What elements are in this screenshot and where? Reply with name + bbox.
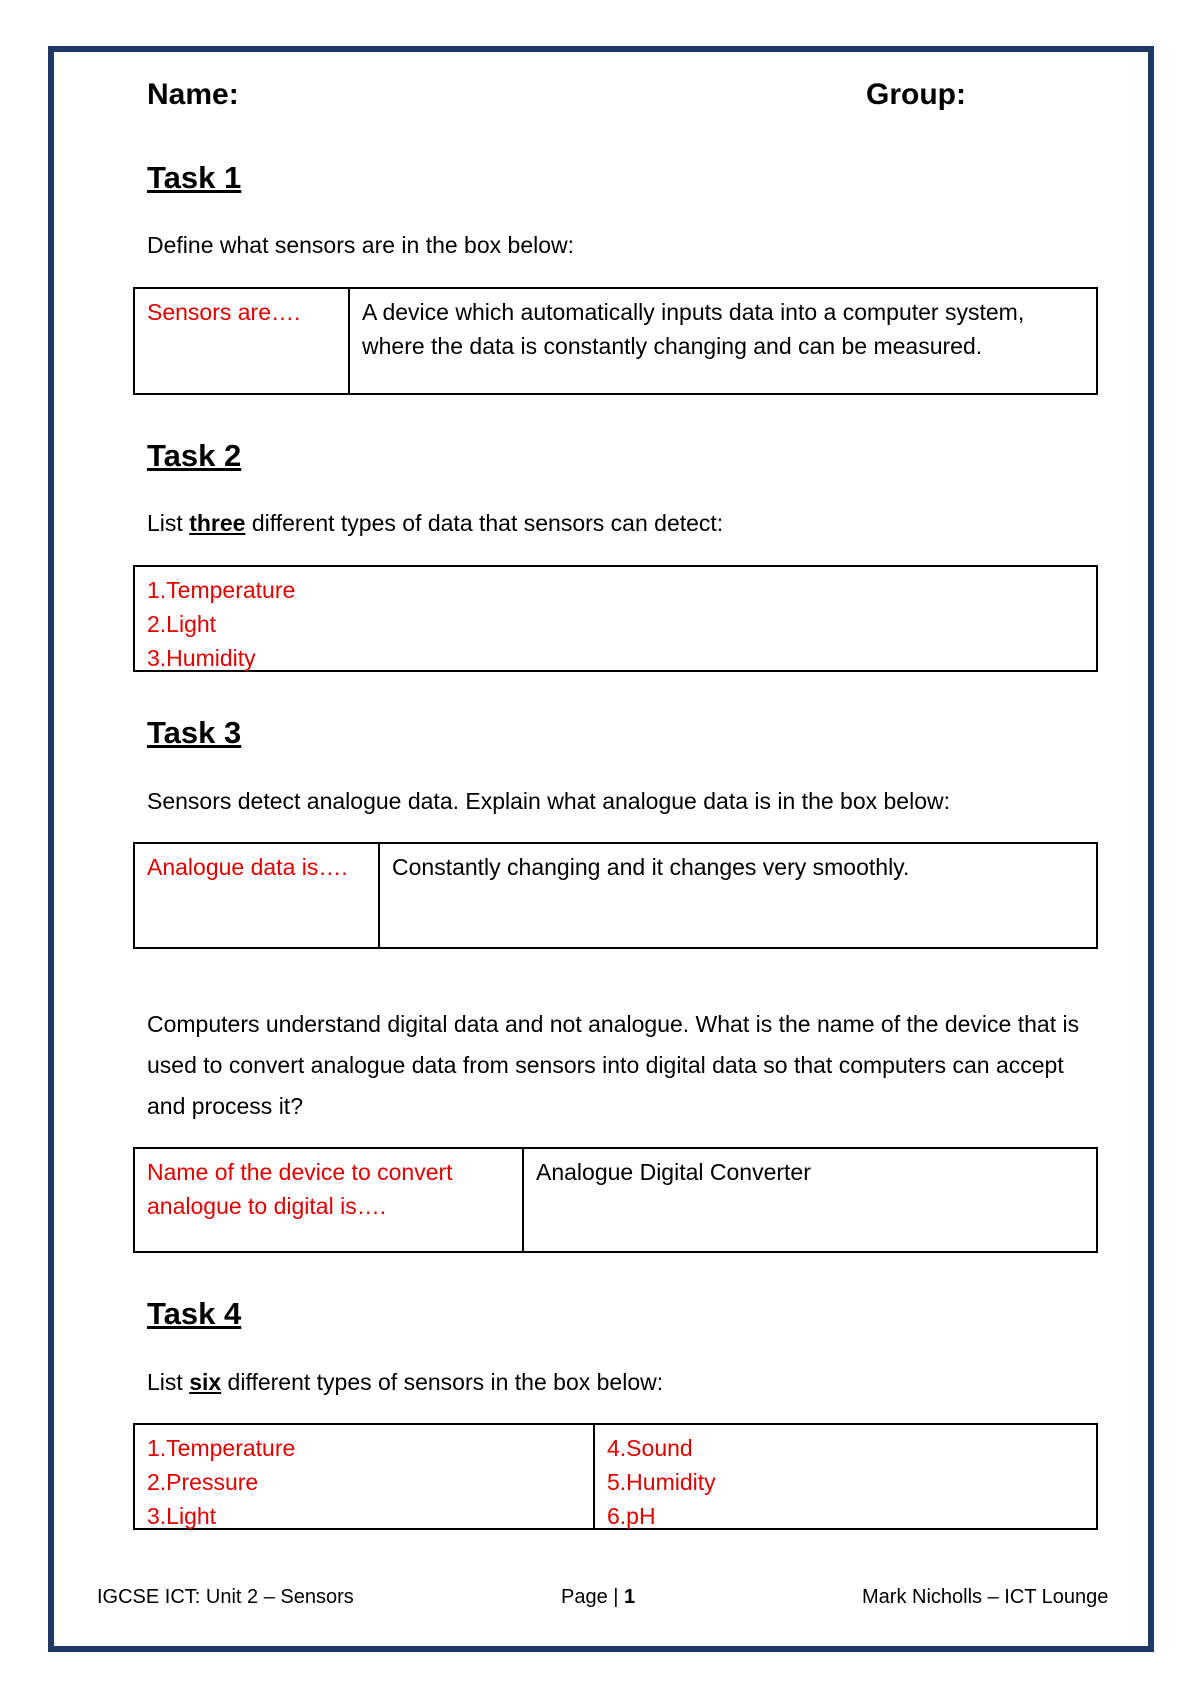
- footer-page: Page | 1: [561, 1586, 636, 1608]
- list-item: 1.Temperature: [147, 577, 296, 603]
- task4-emphasis: six: [189, 1369, 222, 1395]
- task2-prompt: List three different types of data that sensors can detect:: [147, 510, 724, 536]
- list-item: 4.Sound: [607, 1435, 693, 1461]
- name-label: Name:: [147, 78, 239, 111]
- list-item: 3.Humidity: [147, 645, 256, 671]
- task2-list: [135, 567, 1096, 670]
- task4-answer-box: [133, 1423, 1098, 1530]
- task4-right-list: [593, 1425, 1096, 1528]
- group-label: Group:: [866, 78, 966, 111]
- task2-emphasis: three: [189, 510, 246, 536]
- list-item: 6.pH: [607, 1503, 656, 1529]
- task3-answer: Constantly changing and it changes very smoothly.: [378, 844, 1096, 947]
- list-item: 1.Temperature: [147, 1435, 296, 1461]
- footer-author: Mark Nicholls – ICT Lounge: [862, 1586, 1109, 1608]
- task4-left-list: [135, 1425, 593, 1528]
- page-number: 1: [624, 1586, 636, 1608]
- task4-title: Task 4: [147, 1296, 242, 1331]
- task4-prompt: List six different types of sensors in the box below:: [147, 1369, 664, 1395]
- task3-answer-box: [133, 842, 1098, 949]
- device-label: Name of the device to convert analogue to digital is….: [147, 1159, 453, 1219]
- task2-answer-box: [133, 565, 1098, 672]
- list-item: 3.Light: [147, 1503, 217, 1529]
- task3-label: Analogue data is….: [147, 854, 348, 880]
- task3-title: Task 3: [147, 715, 242, 750]
- task1-answer: A device which automatically inputs data into a computer system, where the data is constantly changing and can be measured.: [348, 289, 1096, 393]
- task1-label: Sensors are….: [147, 299, 301, 325]
- device-answer-box: [133, 1147, 1098, 1253]
- device-answer: Analogue Digital Converter: [522, 1149, 1096, 1251]
- list-item: 2.Light: [147, 611, 217, 637]
- task3-prompt: Sensors detect analogue data. Explain what analogue data is in the box below:: [147, 788, 951, 814]
- list-item: 5.Humidity: [607, 1469, 716, 1495]
- task2-title: Task 2: [147, 438, 242, 473]
- task3-question: Computers understand digital data and not analogue. What is the name of the device that is used to convert analogue data from sensors into digital data so that computers can accept and process it?: [147, 1011, 1080, 1119]
- list-item: 2.Pressure: [147, 1469, 259, 1495]
- task1-prompt: Define what sensors are in the box below:: [147, 232, 575, 258]
- task1-answer-box: [133, 287, 1098, 395]
- task1-title: Task 1: [147, 160, 242, 195]
- footer-course: IGCSE ICT: Unit 2 – Sensors: [97, 1586, 354, 1608]
